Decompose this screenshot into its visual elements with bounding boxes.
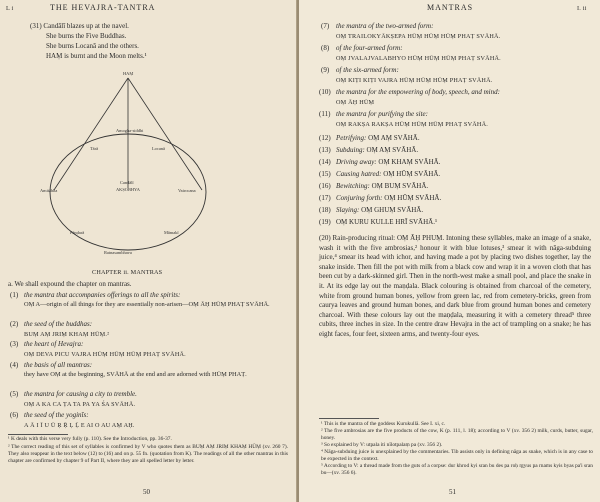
verse-line: She burns Locanā and the others. <box>46 42 139 50</box>
left-page <box>0 0 297 502</box>
diagram-label-right-upper: Locanā <box>152 146 165 151</box>
item-number: (10) <box>319 88 331 96</box>
item-number: (6) <box>10 411 19 419</box>
verse-line: HAṂ is burnt and the Moon melts.¹ <box>46 52 147 60</box>
diagram-label-left-lower: Pāṇḍarā <box>70 230 85 235</box>
item-number: (19) <box>319 218 331 226</box>
item-body: OṂ RAKṢA RAKṢA HŪṂ HŪṂ HŪṂ PHAṬ SVĀHĀ. <box>336 121 488 128</box>
diagram-label-right-lower: Māmakī <box>164 230 179 235</box>
item-number: (2) <box>10 320 19 328</box>
item-title: the mantra for purifying the site: <box>336 110 428 118</box>
item-body: OṂ ĀḤ HŪṂ <box>336 99 375 106</box>
item-number: (9) <box>321 66 330 74</box>
item-number: (4) <box>10 361 19 369</box>
item-body: OṂ KIṬI KIṬI VAJRA HŪṂ HŪṂ HŪṂ PHAṬ SVĀHĀ. <box>336 77 493 84</box>
item-number: (3) <box>10 340 19 348</box>
verse-line: (31) Candālī blazes up at the navel. <box>30 22 129 30</box>
ritual-item: Conjuring forth: OṂ HŪṂ SVĀHĀ. <box>336 194 442 202</box>
item-title: the basis of all mantras: <box>24 361 93 369</box>
item-number: (12) <box>319 134 331 142</box>
footnote-rule <box>319 418 379 419</box>
item-body: OṂ DEVA PICU VAJRA HŪṂ HŪṂ HŪṂ PHAṬ SVĀHĀ. <box>24 351 186 358</box>
left-page-marker: L i <box>6 5 14 12</box>
item-title: of the six-armed form: <box>336 66 399 74</box>
footnote: ⁴ Nāga-subduing juice is unexplained by the commentaries. Tib assists only in defining nāga as snake, which is in any case to be expected in the context. <box>321 449 593 463</box>
diagram-label-bottom: Ratnasambhava <box>104 250 132 255</box>
footnote-rule <box>8 434 68 435</box>
item-body: A Ā I Ī U Ū Ṛ Ṝ Ḷ Ḹ E AI O AU AṂ AḤ. <box>24 422 135 429</box>
chakra-diagram <box>22 68 222 258</box>
item-number: (11) <box>319 110 331 118</box>
diagram-label-top: HAṂ <box>123 71 134 76</box>
ritual-item: Subduing: OṂ AṂ SVĀHĀ. <box>336 146 419 154</box>
chapter-intro: a. We shall expound the chapter on mantras. <box>8 280 132 288</box>
item-body: OṂ A KA CA ṬA TA PA YA ŚA SVĀHĀ. <box>24 401 136 408</box>
ritual-paragraph-20: (20) Rain-producing ritual: OṂ ĀḤ PHUṂ. Intoning these syllables, make an image of a snake, wash it with the five ambrosias,² honour it with blue lotuses,³ smear it with nāga-subduing juice,⁴ smear its head with ichor, and having made a pot by placing two dishes together, lay the snake inside. Then fill the pot with milk from a black cow and wrap it in a woven cloth that has been cut by a dark-skinned girl. Then in the north-west make a small pool, and place the snake in it. At its edge lay out the maṇḍala. Black colouring is obtained from charcoal of the cemetery, white from ground human bones, yellow from green lac, red from cemetery-bricks, green from caurya leaves and ground human bones, and dark blue from ground human bones and cemetery charcoal. With these colours lay out the maṇḍala, measuring it with a cemetery thread⁵ three cubits, three inches in size. In the centre draw Hevajra in the act of trampling on a snake; he has eight faces, four feet, sixteen arms, and twenty-four eyes. <box>319 234 592 338</box>
footnote: ⁵ According to V: a thread made from the guts of a corpse: dur khrod kyi sran bu des pa roḥ rgyus pa rnams kyis byas pa'i sran bu—(xv. 356 6). <box>321 463 593 477</box>
item-title: the mantra of the two-armed form: <box>336 22 434 30</box>
item-number: (18) <box>319 206 331 214</box>
item-title: the mantra for causing a city to tremble. <box>24 390 137 398</box>
item-title: the mantra for the empowering of body, speech, and mind: <box>336 88 500 96</box>
item-number: (1) <box>10 291 19 299</box>
right-page-marker: I. ii <box>577 5 587 12</box>
item-body: OṂ TRAILOKYĀKṢEPA HŪṂ HŪṂ HŪṂ PHAṬ SVĀHĀ. <box>336 33 501 40</box>
ritual-item: Driving away: OṂ KHAṂ SVĀHĀ. <box>336 158 441 166</box>
ritual-item: Slaying: OṂ GHUṂ SVĀHĀ. <box>336 206 424 214</box>
footnote: ¹ K deals with this verse very fully (p. 110). See the Introduction, pp. 36-37. <box>8 436 172 442</box>
ritual-item: Causing hatred: OṂ HŪṂ SVĀHĀ. <box>336 170 441 178</box>
diagram-label-center-syllable: AKṢOBHYA <box>116 187 140 192</box>
footnote: ² The five ambrosias are the five products of the cow, K (p. 111, l. 18); according to V (xv. 356 2) milk, curds, butter, sugar, honey. <box>321 428 593 442</box>
item-body: BUṂ AṂ JRIṂ KHAṂ HŪṂ.² <box>24 331 110 338</box>
item-number: (14) <box>319 158 331 166</box>
item-body: they have OṂ at the beginning, SVĀHĀ at the end and are adorned with HŪṂ PHAṬ. <box>24 371 247 378</box>
diagram-label-center-upper: Amogha-siddhi <box>116 128 144 133</box>
ritual-item: OṂ KURU KULLE HRĪ SVĀHĀ.¹ <box>336 218 438 226</box>
diagram-line-left <box>54 78 128 190</box>
diagram-label-left-mid: Amitābha <box>40 188 58 193</box>
item-title: the seed of the buddhas: <box>24 320 93 328</box>
item-title: the mantra that accompanies offerings to all the spirits: <box>24 291 181 299</box>
item-number: (5) <box>10 390 19 398</box>
chapter-heading: CHAPTER ii. MANTRAS <box>92 269 163 276</box>
diagram-line-right <box>128 78 202 190</box>
left-running-head: THE HEVAJRA-TANTRA <box>50 3 156 12</box>
item-body: OṂ A—origin of all things for they are essentially non-arisen—OṂ ĀḤ HŪṂ PHAṬ SVĀHĀ. <box>24 301 270 308</box>
right-page-number: 51 <box>449 488 456 496</box>
item-number: (16) <box>319 182 331 190</box>
ritual-item: Petrifying: OṂ AṂ SVĀHĀ. <box>336 134 420 142</box>
right-running-head: MANTRAS <box>427 3 474 12</box>
verse-line: She burns the Five Buddhas. <box>46 32 127 40</box>
footnote: ¹ This is the mantra of the goddess Kurukullā. See I. xi, c. <box>321 421 446 427</box>
item-body: OṂ JVALAJVALABHYO HŪṂ HŪṂ HŪṂ PHAṬ SVĀHĀ. <box>336 55 501 62</box>
item-number: (8) <box>321 44 330 52</box>
right-page <box>299 0 600 502</box>
diagram-label-center-lower: Candālī <box>120 180 134 185</box>
ritual-item: Bewitching: OṂ BUṂ SVĀHĀ. <box>336 182 429 190</box>
footnote: ² The correct reading of this set of syllables is confirmed by V who quotes them as BUṂ AṂ JRIṂ KHAṂ HŪṂ (xv. 260 7). They also reappear in the text below (12) to (16) and on p. 55 fn. (quotation from K). The readings of all the other mantras in this chapter are confirmed by chapter 9 of Part II, where they are all spelled letter by letter. <box>8 444 288 465</box>
left-page-number: 50 <box>143 488 150 496</box>
item-number: (17) <box>319 194 331 202</box>
item-number: (7) <box>321 22 330 30</box>
diagram-label-right-mid: Vairocana <box>178 188 196 193</box>
item-title: the seed of the yoginīs: <box>24 411 89 419</box>
item-number: (15) <box>319 170 331 178</box>
footnote: ³ So explained by V: utpala iti nīlotpalaṃ pa (xv. 356 2). <box>321 442 443 448</box>
item-title: the heart of Hevajra: <box>24 340 84 348</box>
item-title: of the four-armed form: <box>336 44 403 52</box>
item-number: (13) <box>319 146 331 154</box>
diagram-label-left-upper: Tārā <box>90 146 99 151</box>
